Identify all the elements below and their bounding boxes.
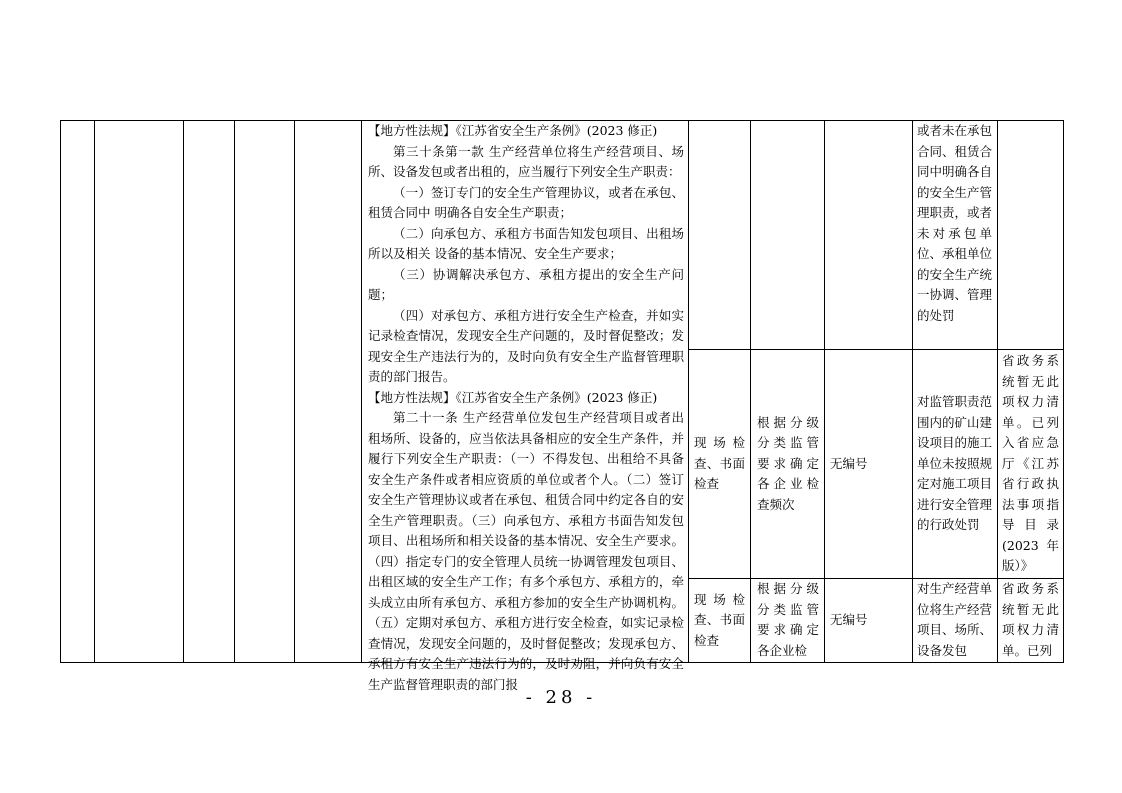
row2-frequency: 根据分级分类监管要求确定各企业检查频次 xyxy=(757,414,819,512)
row2-number: 无编号 xyxy=(830,455,868,471)
law-header-2: 【地方性法规】《江苏省安全生产条例》(2023 修正) xyxy=(368,389,658,405)
article-30-item-3: （三）协调解决承包方、承租方提出的安全生产问题； xyxy=(368,266,684,302)
row2-remark: 省政务系统暂无此项权力清单。已列入省应急厅《江苏省行政执法事项指导目录(2023 年版）》 xyxy=(1002,353,1059,574)
article-30-item-2: （二）向承包方、承租方书面告知发包项目、出租场所以及相关 设备的基本情况、安全生产要求； xyxy=(368,225,684,261)
page-number: - 28 - xyxy=(525,687,597,708)
row3-frequency: 根据分级分类监管要求确定各企业检 xyxy=(757,581,819,658)
row1-behavior: 或者未在承包合同、租赁合同中明确各自的安全生产管理职责，或者未对承包单位、承租单位的安全生产统一协调、管理的处罚 xyxy=(917,123,993,323)
row2-method-cell xyxy=(694,350,745,578)
row2-method: 现场检查、书面检查 xyxy=(694,435,745,492)
row2-frequency-cell xyxy=(757,350,819,578)
row2-behavior-cell xyxy=(917,350,992,578)
row3-method-cell xyxy=(694,579,745,662)
row3-number: 无编号 xyxy=(830,612,868,628)
row2-remark-cell xyxy=(1002,350,1059,578)
row3-frequency-cell xyxy=(757,579,819,662)
article-30-item-4: （四）对承包方、承租方进行安全生产检查，并如实记录检查情况，发现安全生产问题的，及时督促整改；发现安全生产违法行为的，及时向负有安全生产监督管理职责的部门报告。 xyxy=(368,307,684,384)
article-30-item-1: （一）签订专门的安全生产管理协议，或者在承包、租赁合同中 明确各自安全生产职责； xyxy=(368,184,684,220)
row3-remark: 省政务系统暂无此项权力清单。已列 xyxy=(1002,581,1059,658)
article-30-intro: 第三十条第一款 生产经营单位将生产经营项目、场所、设备发包或者出租的，应当履行下列安全生产职责： xyxy=(368,143,684,179)
law-header-1: 【地方性法规】《江苏省安全生产条例》(2023 修正) xyxy=(368,123,658,138)
row3-remark-cell xyxy=(1002,579,1059,662)
row3-behavior: 对生产经营单位将生产经营项目、场所、设备发包 xyxy=(917,581,993,658)
row3-number-cell xyxy=(830,579,908,662)
row3-method: 现场检查、书面检查 xyxy=(694,591,745,648)
row2-number-cell xyxy=(830,350,908,578)
row1-behavior-cell xyxy=(917,121,992,348)
law-basis-cell xyxy=(368,121,684,692)
article-21-text: 第二十一条 生产经营单位发包生产经营项目或者出租场所、设备的，应当依法具备相应的安全生产条件，并履行下列安全生产职责：（一）不得发包、出租给不具备安全生产条件或者相应资质的单位或者个人。（二）签订安全生产管理协议或者在承包、租赁合同中约定各自的安全生产管理职责。（三）向承包方、承租方书面告知发包项目、出租场所和相关设备的基本情况、安全生产要求。（四）指定专门的安全管理人员统一协调管理发包项目、出租区域的安全生产工作；有多个承包方、承租方的，牵头成立由所有承包方、承租方参加的安全生产协调机构。（五）定期对承包方、承租方进行安全检查，如实记录检查情况，发现安全问题的，及时督促整改；发现承包方、承租方有安全生产违法行为的，及时劝阻，并向负有安全生产监督管理职责的部门报 xyxy=(368,410,684,692)
row2-behavior: 对监管职责范围内的矿山建设项目的施工单位未按照规定对施工项目进行安全管理的行政处罚 xyxy=(917,394,993,533)
row3-behavior-cell xyxy=(917,579,992,662)
